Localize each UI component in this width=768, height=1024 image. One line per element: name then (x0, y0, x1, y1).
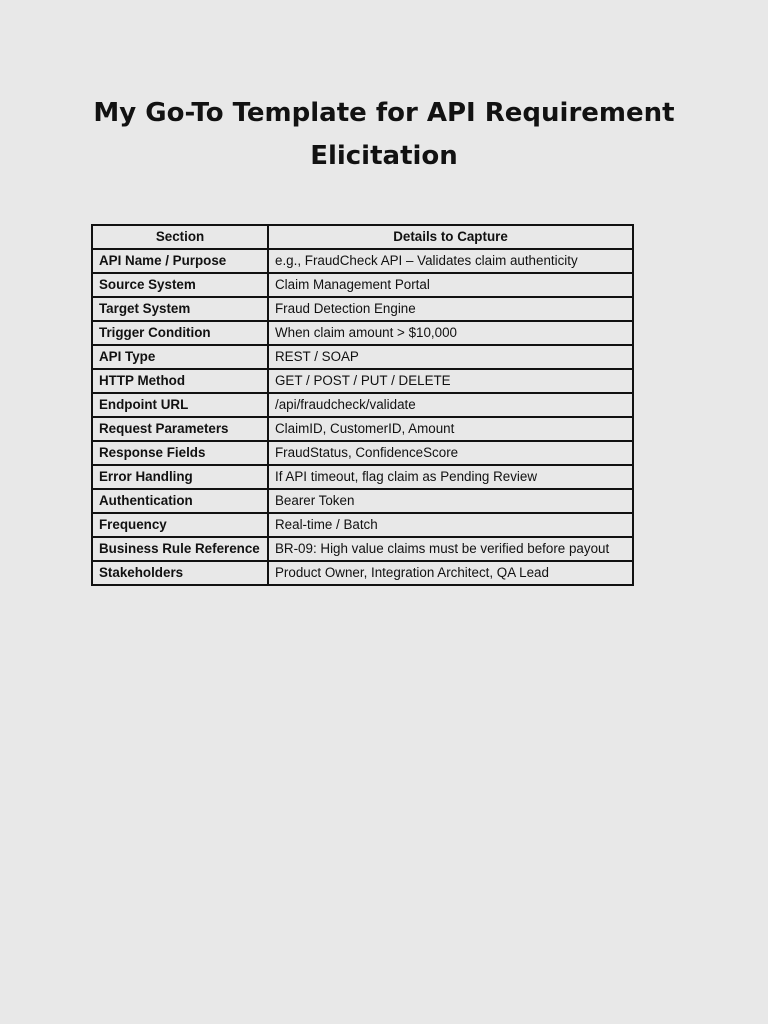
page-title: My Go-To Template for API Requirement Elicitation (93, 98, 675, 171)
table-row (92, 465, 633, 489)
row-details: Claim Management Portal (268, 273, 633, 297)
row-details: BR-09: High value claims must be verified before payout (268, 537, 633, 561)
column-header-details: Details to Capture (268, 225, 633, 249)
table-row (92, 369, 633, 393)
row-details: e.g., FraudCheck API – Validates claim authenticity (268, 249, 633, 273)
row-details: FraudStatus, ConfidenceScore (268, 441, 633, 465)
requirements-table (91, 224, 634, 586)
row-section-label: Frequency (92, 513, 268, 537)
table-row (92, 273, 633, 297)
row-section-label: Request Parameters (92, 417, 268, 441)
table-row (92, 249, 633, 273)
row-section-label: Source System (92, 273, 268, 297)
row-section-label: Business Rule Reference (92, 537, 268, 561)
table-row (92, 441, 633, 465)
table-row (92, 513, 633, 537)
table-row (92, 393, 633, 417)
row-details: If API timeout, flag claim as Pending Review (268, 465, 633, 489)
row-details: /api/fraudcheck/validate (268, 393, 633, 417)
row-section-label: Stakeholders (92, 561, 268, 585)
row-section-label: API Name / Purpose (92, 249, 268, 273)
column-header-section: Section (92, 225, 268, 249)
table-row (92, 321, 633, 345)
table-header-row (92, 225, 633, 249)
table-row (92, 489, 633, 513)
row-section-label: Trigger Condition (92, 321, 268, 345)
row-details: Bearer Token (268, 489, 633, 513)
row-details: GET / POST / PUT / DELETE (268, 369, 633, 393)
row-section-label: Target System (92, 297, 268, 321)
table-row (92, 297, 633, 321)
row-details: Product Owner, Integration Architect, QA Lead (268, 561, 633, 585)
row-details: Fraud Detection Engine (268, 297, 633, 321)
row-section-label: Endpoint URL (92, 393, 268, 417)
table-row (92, 417, 633, 441)
table-row (92, 537, 633, 561)
row-details: Real-time / Batch (268, 513, 633, 537)
table-row (92, 345, 633, 369)
row-section-label: Authentication (92, 489, 268, 513)
row-details: ClaimID, CustomerID, Amount (268, 417, 633, 441)
table-row (92, 561, 633, 585)
row-details: When claim amount > $10,000 (268, 321, 633, 345)
row-section-label: Response Fields (92, 441, 268, 465)
row-section-label: HTTP Method (92, 369, 268, 393)
row-section-label: API Type (92, 345, 268, 369)
row-section-label: Error Handling (92, 465, 268, 489)
row-details: REST / SOAP (268, 345, 633, 369)
